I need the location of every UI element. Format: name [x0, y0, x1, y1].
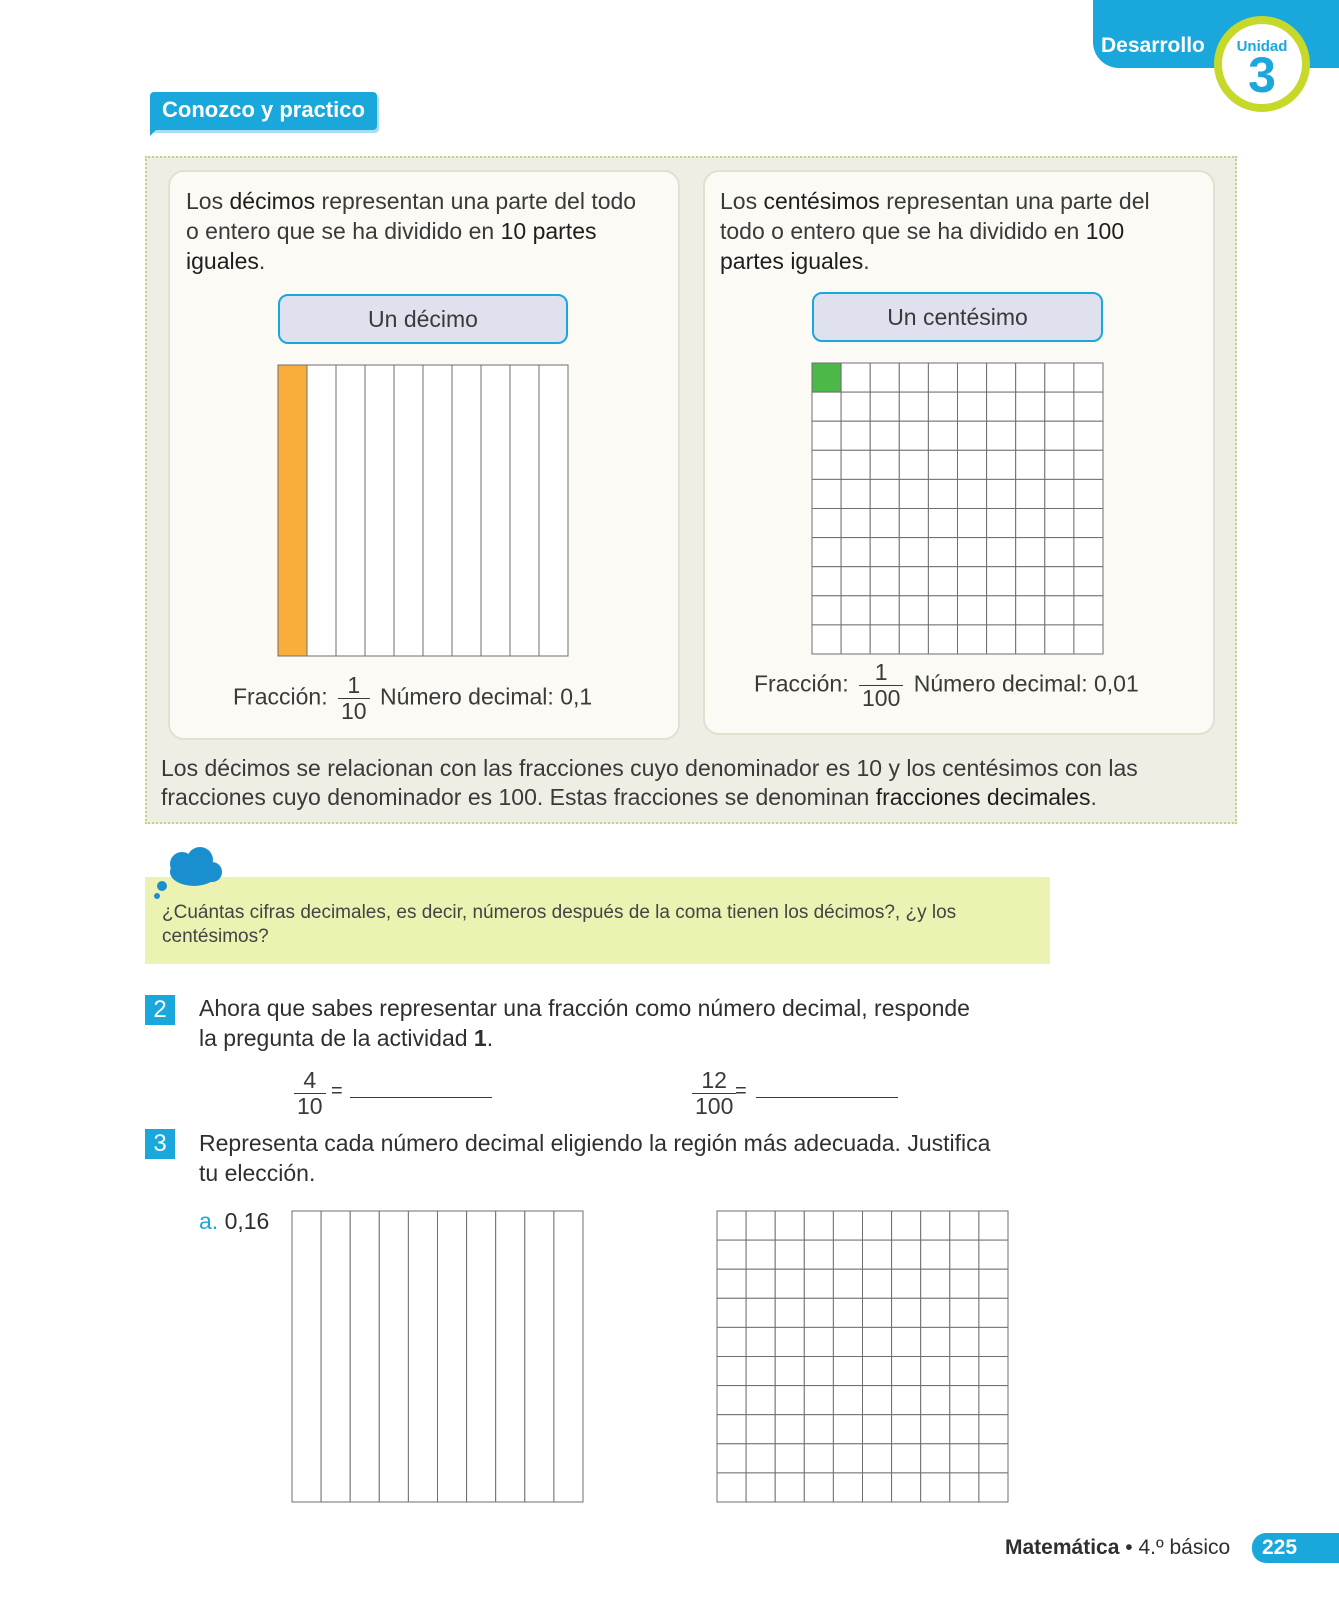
hundredths-cell	[841, 567, 870, 596]
hundredths-cell	[928, 596, 957, 625]
hundredths-cell	[1016, 450, 1045, 479]
ex3-hundredths-cell	[775, 1240, 804, 1269]
hundredths-cell	[841, 392, 870, 421]
hundredths-cell	[1045, 479, 1074, 508]
ex3-hundredths-cell	[775, 1473, 804, 1502]
tenths-fraction-row	[233, 673, 653, 724]
tenths-cell	[510, 365, 539, 656]
hundredths-cell	[928, 479, 957, 508]
ex3-hundredths-cell	[833, 1357, 862, 1386]
ex3-hundredths-cell	[717, 1473, 746, 1502]
hundredths-cell	[899, 567, 928, 596]
ex3-tenths-cell	[496, 1211, 525, 1502]
hundredths-cell	[870, 596, 899, 625]
hundredths-cell	[841, 363, 870, 392]
hundredths-cell	[899, 596, 928, 625]
ex3-tenths-cell	[350, 1211, 379, 1502]
ex3-hundredths-cell	[950, 1473, 979, 1502]
fraction-b-num: 12	[692, 1068, 736, 1094]
ex3-hundredths-cell	[746, 1415, 775, 1444]
ex3-hundredths-cell	[892, 1269, 921, 1298]
tenths-cell	[365, 365, 394, 656]
ex3-hundredths-cell	[746, 1444, 775, 1473]
hundredths-cell	[987, 538, 1016, 567]
ex3-hundredths-cell	[921, 1298, 950, 1327]
hundredths-cell	[987, 392, 1016, 421]
hundredths-cell	[1045, 421, 1074, 450]
ex3-hundredths-cell	[746, 1357, 775, 1386]
ex3-hundredths-cell	[950, 1240, 979, 1269]
hundredths-cell	[812, 450, 841, 479]
ex3-hundredths-cell	[921, 1444, 950, 1473]
ex3-hundredths-cell	[804, 1415, 833, 1444]
hundredths-cell	[928, 567, 957, 596]
hundredths-cell	[958, 479, 987, 508]
ex3-hundredths-cell	[950, 1327, 979, 1356]
fraction-a-num: 4	[294, 1068, 326, 1094]
ex3-hundredths-cell	[717, 1444, 746, 1473]
tenths-title: Un décimo	[278, 294, 568, 344]
hundredths-cell	[899, 479, 928, 508]
ex3-hundredths-cell	[775, 1415, 804, 1444]
ex3-hundredths-cell	[775, 1211, 804, 1240]
hundredths-cell	[1045, 596, 1074, 625]
ex3-hundredths-cell	[833, 1298, 862, 1327]
ex3-hundredths-cell	[921, 1211, 950, 1240]
ex3-hundredths-cell	[717, 1415, 746, 1444]
tag-tail	[150, 126, 160, 136]
hundredths-cell	[812, 538, 841, 567]
tenths-cell	[394, 365, 423, 656]
tenths-description: Los décimos representan una parte del todo o entero que se ha dividido en 10 partes iguales.	[186, 188, 637, 274]
ex3-hundredths-cell	[804, 1240, 833, 1269]
ex3-hundredths-cell	[863, 1327, 892, 1356]
hundredths-description: Los centésimos representan una parte del todo o entero que se ha dividido en 100 partes iguales.	[720, 188, 1150, 274]
ex3-hundredths-cell	[979, 1357, 1008, 1386]
hundredths-cell	[841, 625, 870, 654]
equals-sign-b: =	[735, 1080, 747, 1102]
fraction-a-den: 10	[297, 1093, 323, 1119]
tenths-cell	[307, 365, 336, 656]
ex3-hundredths-cell	[804, 1386, 833, 1415]
ex3-hundredths-cell	[833, 1269, 862, 1298]
ex3-hundredths-cell	[775, 1357, 804, 1386]
ex3-hundredths-cell	[892, 1357, 921, 1386]
tenths-fraction	[338, 673, 370, 724]
hundredths-cell	[841, 538, 870, 567]
hundredths-fraction-row	[754, 660, 1194, 711]
hundredths-cell	[928, 363, 957, 392]
ex3-hundredths-cell	[804, 1444, 833, 1473]
ex3-hundredths-cell	[979, 1386, 1008, 1415]
hundredths-cell	[812, 625, 841, 654]
ex3-hundredths-cell	[921, 1357, 950, 1386]
ex3-hundredths-cell	[804, 1269, 833, 1298]
hundredths-cell	[1074, 421, 1103, 450]
ex3-hundredths-cell	[921, 1240, 950, 1269]
hundredths-cell	[1016, 392, 1045, 421]
ex3-hundredths-cell	[950, 1386, 979, 1415]
hundredths-cell	[841, 450, 870, 479]
think-question: ¿Cuántas cifras decimales, es decir, números después de la coma tienen los décimos?, ¿y los centésimos?	[162, 902, 957, 947]
hundredths-cell	[987, 509, 1016, 538]
hundredths-cell	[899, 625, 928, 654]
ex3-hundredths-cell	[717, 1211, 746, 1240]
hundredths-cell	[1016, 625, 1045, 654]
exercise-3-badge: 3	[145, 1129, 175, 1159]
hundredths-cell	[812, 596, 841, 625]
ex3-hundredths-cell	[775, 1298, 804, 1327]
hundredths-fraction	[859, 660, 903, 711]
ex3-hundredths-cell	[863, 1473, 892, 1502]
hundredths-cell	[1016, 421, 1045, 450]
hundredths-cell	[1045, 392, 1074, 421]
hundredths-shaded-cell	[812, 363, 841, 392]
hundredths-cell	[1074, 567, 1103, 596]
ex3-hundredths-cell	[892, 1444, 921, 1473]
hundredths-cell	[870, 625, 899, 654]
ex3-tenths-grid[interactable]	[291, 1210, 584, 1503]
ex3-hundredths-cell	[775, 1327, 804, 1356]
panel-note: Los décimos se relacionan con las fracciones cuyo denominador es 10 y los centésimos con las fracciones cuyo denominador es 100. Estas fracciones se denominan fracciones decimales.	[161, 755, 1138, 810]
ex3-hundredths-cell	[863, 1298, 892, 1327]
hundredths-cell	[1016, 479, 1045, 508]
exercise-2-badge: 2	[145, 995, 175, 1025]
hundredths-cell	[812, 392, 841, 421]
ex3-hundredths-cell	[892, 1415, 921, 1444]
hundredths-cell	[1016, 538, 1045, 567]
hundredths-cell	[1045, 509, 1074, 538]
hundredths-cell	[870, 509, 899, 538]
hundredths-decimal-label: Número decimal: 0,01	[913, 670, 1139, 697]
hundredths-cell	[841, 421, 870, 450]
hundredths-cell	[1074, 596, 1103, 625]
hundredths-fraction-den: 100	[861, 685, 901, 711]
ex3-hundredths-cell	[950, 1444, 979, 1473]
hundredths-cell	[1074, 538, 1103, 567]
hundredths-cell	[928, 450, 957, 479]
tenths-cell	[336, 365, 365, 656]
thought-cloud-icon	[154, 844, 226, 906]
page-number: 225	[1252, 1533, 1339, 1563]
hundredths-cell	[812, 421, 841, 450]
ex3-hundredths-cell	[979, 1211, 1008, 1240]
hundredths-cell	[958, 596, 987, 625]
ex3-hundredths-cell	[717, 1298, 746, 1327]
ex3-hundredths-cell	[746, 1211, 775, 1240]
hundredths-cell	[870, 450, 899, 479]
tenths-cell	[452, 365, 481, 656]
tenths-decimal-label: Número decimal: 0,1	[379, 683, 593, 710]
unit-number: 3	[1248, 47, 1276, 103]
hundredths-cell	[987, 363, 1016, 392]
hundredths-cell	[870, 392, 899, 421]
hundredths-cell	[1045, 363, 1074, 392]
hundredths-cell	[899, 509, 928, 538]
ex3-hundredths-cell	[804, 1357, 833, 1386]
exercise-2-text: Ahora que sabes representar una fracción como número decimal, responde la pregunta de la actividad 1.	[199, 995, 970, 1051]
ex3-hundredths-cell	[746, 1386, 775, 1415]
ex3-tenths-cell	[379, 1211, 408, 1502]
hundredths-cell	[899, 421, 928, 450]
ex3-hundredths-cell	[863, 1211, 892, 1240]
ex3-hundredths-cell	[804, 1327, 833, 1356]
hundredths-cell	[812, 567, 841, 596]
hundredths-cell	[899, 392, 928, 421]
ex3-hundredths-cell	[892, 1386, 921, 1415]
hundredths-cell	[812, 479, 841, 508]
hundredths-cell	[928, 392, 957, 421]
ex3-hundredths-cell	[979, 1269, 1008, 1298]
ex3-hundredths-cell	[950, 1415, 979, 1444]
tenths-shaded-cell	[278, 365, 307, 656]
hundredths-cell	[987, 479, 1016, 508]
ex3-hundredths-cell	[950, 1269, 979, 1298]
hundredths-cell	[1045, 450, 1074, 479]
hundredths-cell	[928, 421, 957, 450]
ex3-hundredths-cell	[746, 1473, 775, 1502]
answer-blank-a[interactable]	[350, 1097, 492, 1098]
tenths-cell	[481, 365, 510, 656]
hundredths-cell	[870, 567, 899, 596]
hundredths-cell	[958, 567, 987, 596]
ex3-tenths-cell	[321, 1211, 350, 1502]
ex3-hundredths-cell	[950, 1357, 979, 1386]
hundredths-cell	[870, 479, 899, 508]
hundredths-cell	[841, 479, 870, 508]
ex3-hundredths-cell	[979, 1473, 1008, 1502]
ex3-hundredths-cell	[979, 1327, 1008, 1356]
hundredths-cell	[1016, 509, 1045, 538]
hundredths-cell	[841, 596, 870, 625]
unit-word: Unidad	[1236, 38, 1288, 55]
equals-sign-a: =	[331, 1080, 343, 1102]
tenths-cell	[539, 365, 568, 656]
ex3-hundredths-cell	[775, 1386, 804, 1415]
hundredths-cell	[958, 509, 987, 538]
ex3-hundredths-grid[interactable]	[716, 1210, 1009, 1503]
ex3-hundredths-cell	[921, 1473, 950, 1502]
ex3-hundredths-cell	[892, 1240, 921, 1269]
hundredths-cell	[1016, 567, 1045, 596]
tenths-fraction-label: Fracción:	[233, 683, 328, 710]
tenths-fraction-num: 1	[338, 673, 370, 699]
ex3-hundredths-cell	[892, 1298, 921, 1327]
ex3-hundredths-cell	[979, 1298, 1008, 1327]
ex3-hundredths-cell	[863, 1357, 892, 1386]
hundredths-cell	[958, 625, 987, 654]
tenths-cell	[423, 365, 452, 656]
hundredths-cell	[987, 625, 1016, 654]
ex3-hundredths-cell	[921, 1327, 950, 1356]
ex3-hundredths-cell	[921, 1269, 950, 1298]
hundredths-cell	[1074, 392, 1103, 421]
hundredths-cell	[958, 392, 987, 421]
hundredths-cell	[899, 450, 928, 479]
section-tag: Conozco y practico	[150, 92, 377, 130]
exercise-3-text: Representa cada número decimal eligiendo la región más adecuada. Justifica tu elección.	[199, 1130, 991, 1186]
ex3-hundredths-cell	[950, 1298, 979, 1327]
ex3-hundredths-cell	[892, 1211, 921, 1240]
tenths-fraction-den: 10	[340, 698, 367, 724]
ex3-hundredths-cell	[804, 1211, 833, 1240]
ex3-hundredths-cell	[833, 1211, 862, 1240]
hundredths-title: Un centésimo	[812, 292, 1103, 342]
hundredths-cell	[899, 538, 928, 567]
tenths-grid	[277, 364, 569, 657]
hundredths-cell	[899, 363, 928, 392]
ex3-tenths-cell	[467, 1211, 496, 1502]
ex3-tenths-cell	[292, 1211, 321, 1502]
exercise-3a-label: a. 0,16	[199, 1208, 270, 1234]
hundredths-cell	[1074, 450, 1103, 479]
ex3-hundredths-cell	[833, 1327, 862, 1356]
ex3-hundredths-cell	[863, 1415, 892, 1444]
hundredths-grid	[811, 362, 1104, 655]
ex3-hundredths-cell	[804, 1473, 833, 1502]
hundredths-cell	[812, 509, 841, 538]
ex3-hundredths-cell	[979, 1415, 1008, 1444]
ex3-hundredths-cell	[804, 1298, 833, 1327]
hundredths-cell	[870, 538, 899, 567]
ex3-hundredths-cell	[833, 1473, 862, 1502]
hundredths-cell	[987, 421, 1016, 450]
hundredths-cell	[870, 421, 899, 450]
ex3-hundredths-cell	[921, 1415, 950, 1444]
footer: Matemática • 4.º básico	[1005, 1536, 1231, 1559]
hundredths-fraction-num: 1	[859, 660, 903, 686]
hundredths-cell	[958, 363, 987, 392]
hundredths-cell	[958, 538, 987, 567]
ex3-tenths-cell	[438, 1211, 467, 1502]
ex3-hundredths-cell	[979, 1240, 1008, 1269]
ex3-hundredths-cell	[746, 1298, 775, 1327]
ex3-hundredths-cell	[746, 1327, 775, 1356]
ex3-hundredths-cell	[863, 1269, 892, 1298]
hundredths-cell	[987, 450, 1016, 479]
ex3-hundredths-cell	[863, 1240, 892, 1269]
hundredths-cell	[987, 567, 1016, 596]
ex3-hundredths-cell	[746, 1240, 775, 1269]
hundredths-cell	[1016, 363, 1045, 392]
exercise-2-fraction-b	[688, 1068, 740, 1119]
ex3-tenths-cell	[554, 1211, 583, 1502]
ex3-hundredths-cell	[717, 1386, 746, 1415]
ex3-hundredths-cell	[863, 1386, 892, 1415]
hundredths-cell	[1074, 625, 1103, 654]
hundredths-cell	[958, 421, 987, 450]
hundredths-cell	[928, 625, 957, 654]
hundredths-cell	[1045, 625, 1074, 654]
ex3-hundredths-cell	[717, 1327, 746, 1356]
hundredths-cell	[1045, 538, 1074, 567]
ex3-tenths-cell	[525, 1211, 554, 1502]
ex3-hundredths-cell	[833, 1444, 862, 1473]
ex3-hundredths-cell	[833, 1240, 862, 1269]
section-label: Desarrollo	[1101, 34, 1205, 57]
ex3-hundredths-cell	[746, 1269, 775, 1298]
ex3-hundredths-cell	[892, 1473, 921, 1502]
hundredths-cell	[1074, 509, 1103, 538]
hundredths-cell	[1016, 596, 1045, 625]
ex3-hundredths-cell	[979, 1444, 1008, 1473]
hundredths-cell	[958, 450, 987, 479]
ex3-hundredths-cell	[775, 1444, 804, 1473]
ex3-hundredths-cell	[717, 1240, 746, 1269]
ex3-hundredths-cell	[892, 1327, 921, 1356]
ex3-hundredths-cell	[950, 1211, 979, 1240]
hundredths-cell	[870, 363, 899, 392]
ex3-hundredths-cell	[921, 1386, 950, 1415]
hundredths-cell	[987, 596, 1016, 625]
hundredths-fraction-label: Fracción:	[754, 670, 849, 697]
hundredths-cell	[928, 538, 957, 567]
hundredths-cell	[1045, 567, 1074, 596]
ex3-hundredths-cell	[717, 1269, 746, 1298]
answer-blank-b[interactable]	[756, 1097, 898, 1098]
hundredths-cell	[841, 509, 870, 538]
ex3-hundredths-cell	[863, 1444, 892, 1473]
hundredths-cell	[928, 509, 957, 538]
ex3-hundredths-cell	[717, 1357, 746, 1386]
ex3-hundredths-cell	[775, 1269, 804, 1298]
hundredths-cell	[1074, 479, 1103, 508]
ex3-hundredths-cell	[833, 1415, 862, 1444]
exercise-2-fraction-a	[290, 1068, 330, 1119]
fraction-b-den: 100	[695, 1093, 734, 1119]
ex3-hundredths-cell	[833, 1386, 862, 1415]
hundredths-cell	[1074, 363, 1103, 392]
ex3-tenths-cell	[408, 1211, 437, 1502]
